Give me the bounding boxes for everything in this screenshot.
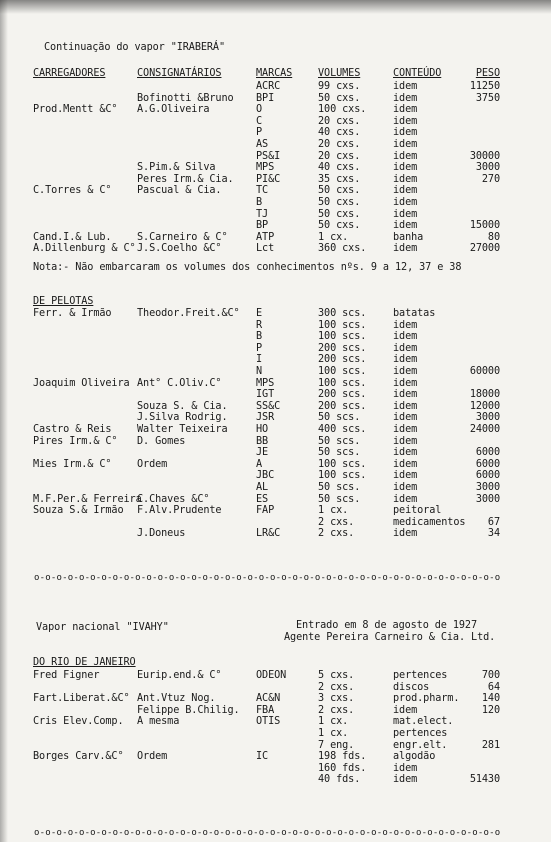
section2-weight: 34: [487, 528, 500, 540]
section1-weight: 270: [481, 173, 500, 185]
section1-consignee: A.G.Oliveira: [137, 104, 210, 116]
section1-mark: BP: [256, 220, 269, 232]
section2-volume: 50 scs.: [318, 447, 361, 459]
section1-mark: TJ: [256, 208, 269, 220]
section3-consignee: Eurip.end.& C°: [137, 670, 222, 681]
section2-volume: 50 scs.: [318, 412, 361, 424]
section3-content: mat.elect.: [393, 716, 454, 728]
vessel-name: Vapor nacional "IVAHY": [36, 622, 169, 633]
vessel-arrival: Entrado em 8 de agosto de 1927: [296, 620, 478, 631]
section1-consignee: Peres Irm.& Cia.: [137, 173, 234, 185]
section2-content: idem: [393, 482, 418, 493]
scan-shadow-top: [0, 0, 551, 14]
section3-mark: AC&N: [256, 693, 281, 705]
divider-bottom: o-o-o-o-o-o-o-o-o-o-o-o-o-o-o-o-o-o-o-o-o-o-o-o-o-o-o-o-o-o-o-o-o-o-o-o-o-o-o-o-o-o: [34, 828, 501, 838]
section3-content: pertences: [393, 670, 448, 681]
section2-weight: 6000: [475, 458, 500, 470]
section2-content: idem: [393, 400, 418, 412]
section2-mark: N: [256, 366, 263, 377]
section1-mark: PS&I: [256, 150, 281, 162]
header-content: CONTEÚDO: [393, 68, 442, 79]
section2-consignee: J.Doneus: [137, 528, 186, 540]
section2-volume: 300 scs.: [318, 308, 367, 319]
section2-content: idem: [393, 424, 418, 435]
section3-shipper: Fart.Liberat.&C°: [33, 693, 130, 705]
section1-volume: 50 cxs.: [318, 185, 361, 197]
section2-mark: A: [256, 458, 263, 470]
header-consignees: CONSIGNATÁRIOS: [137, 68, 222, 79]
section2-content: idem: [393, 389, 418, 401]
section3-content: idem: [393, 774, 418, 786]
section3-shipper: Borges Carv.&C°: [33, 751, 124, 763]
section3-volume: 3 cxs.: [318, 693, 355, 705]
section2-volume: 100 scs.: [318, 470, 367, 482]
section3-mark: FBA: [256, 704, 275, 716]
section3-volume: 198 fds.: [318, 751, 367, 763]
section2-content: idem: [393, 342, 418, 354]
section2-title: DE PELOTAS: [33, 296, 94, 307]
section1-content: idem: [393, 115, 418, 127]
section1-content: idem: [393, 150, 418, 162]
section3-title: DO RIO DE JANEIRO: [33, 657, 136, 668]
section2-volume: 2 cxs.: [318, 528, 355, 540]
section2-mark: JSR: [256, 412, 275, 424]
section2-consignee: Theodor.Freit.&C°: [137, 308, 240, 319]
section3-weight: 281: [481, 739, 500, 751]
section1-volume: 40 cxs.: [318, 162, 361, 174]
section2-weight: 3000: [475, 412, 500, 424]
section2-shipper: Castro & Reis: [33, 424, 112, 435]
section3-content: idem: [393, 762, 418, 774]
section1-weight: 15000: [469, 220, 500, 232]
section2-weight: 3000: [475, 482, 500, 493]
section3-volume: 160 fds.: [318, 762, 367, 774]
section1-content: idem: [393, 92, 418, 104]
section1-mark: MPS: [256, 162, 275, 174]
header-shippers: CARREGADORES: [33, 68, 106, 79]
section2-consignee: C.Chaves &C°: [137, 493, 210, 505]
section2-consignee: F.Alv.Prudente: [137, 505, 222, 517]
header-volumes: VOLUMES: [318, 68, 361, 79]
section2-shipper: M.F.Per.& Ferreira: [33, 493, 142, 505]
section1-title: Continuação do vapor "IRABERÁ": [44, 42, 226, 53]
section1-weight: 30000: [469, 150, 500, 162]
section1-content: idem: [393, 185, 418, 197]
section2-content: idem: [393, 354, 418, 366]
section1-volume: 20 cxs.: [318, 115, 361, 127]
section2-consignee: Walter Teixeira: [137, 424, 228, 435]
section2-volume: 2 cxs.: [318, 516, 355, 528]
section1-shipper: A.Dillenburg & C°: [33, 243, 136, 255]
section1-content: idem: [393, 104, 418, 116]
section2-mark: IGT: [256, 389, 275, 401]
section1-volume: 360 cxs.: [318, 243, 367, 255]
section2-volume: 1 cx.: [318, 505, 349, 517]
section2-weight: 6000: [475, 470, 500, 482]
section1-mark: ACRC: [256, 81, 281, 92]
section1-content: idem: [393, 197, 418, 208]
section2-content: medicamentos: [393, 516, 466, 528]
section2-volume: 400 scs.: [318, 424, 367, 435]
section1-weight: 80: [487, 231, 500, 243]
section2-weight: 18000: [469, 389, 500, 401]
section1-volume: 20 cxs.: [318, 139, 361, 150]
section2-volume: 50 scs.: [318, 435, 361, 447]
section3-consignee: Felippe B.Chilig.: [137, 704, 240, 716]
section1-weight: 3000: [475, 162, 500, 174]
section1-volume: 50 cxs.: [318, 197, 361, 208]
section3-content: algodão: [393, 751, 436, 763]
section2-mark: FAP: [256, 505, 275, 517]
section1-volume: 50 cxs.: [318, 208, 361, 220]
section3-mark: IC: [256, 751, 269, 763]
section1-weight: 27000: [469, 243, 500, 255]
section3-volume: 1 cx.: [318, 716, 349, 728]
section3-weight: 140: [481, 693, 500, 705]
section2-shipper: Souza S.& Irmão: [33, 505, 124, 517]
section2-shipper: Pires Irm.& C°: [33, 435, 118, 447]
section2-volume: 50 scs.: [318, 493, 361, 505]
section3-weight: 64: [487, 681, 500, 693]
section2-weight: 6000: [475, 447, 500, 459]
section2-content: idem: [393, 377, 418, 389]
section2-consignee: D. Gomes: [137, 435, 186, 447]
divider-top: o-o-o-o-o-o-o-o-o-o-o-o-o-o-o-o-o-o-o-o-o-o-o-o-o-o-o-o-o-o-o-o-o-o-o-o-o-o-o-o-o-o: [34, 573, 501, 583]
section2-mark: E: [256, 308, 263, 319]
section2-volume: 100 scs.: [318, 366, 367, 377]
section2-content: idem: [393, 493, 418, 505]
section1-consignee: Bofinotti &Bruno: [137, 92, 234, 104]
section2-mark: B: [256, 331, 263, 343]
section2-mark: P: [256, 342, 263, 354]
section2-volume: 50 scs.: [318, 482, 361, 493]
header-weight: PESO: [475, 68, 500, 79]
section3-volume: 2 cxs.: [318, 704, 355, 716]
section2-mark: LR&C: [256, 528, 281, 540]
section3-consignee: A mesma: [137, 716, 180, 728]
section1-consignee: Pascual & Cia.: [137, 185, 222, 197]
section3-weight: 120: [481, 704, 500, 716]
section1-volume: 50 cxs.: [318, 92, 361, 104]
section1-volume: 35 cxs.: [318, 173, 361, 185]
section1-mark: O: [256, 104, 263, 116]
section1-content: idem: [393, 127, 418, 139]
section1-mark: P: [256, 127, 263, 139]
section2-weight: 60000: [469, 366, 500, 377]
section3-shipper: Cris Elev.Comp.: [33, 716, 124, 728]
section3-shipper: Fred Figner: [33, 670, 100, 681]
section2-volume: 100 scs.: [318, 377, 367, 389]
section1-mark: Lct: [256, 243, 275, 255]
section3-content: prod.pharm.: [393, 693, 460, 705]
section2-weight: 3000: [475, 493, 500, 505]
section1-content: banha: [393, 231, 424, 243]
scan-shadow-left: [0, 0, 8, 842]
section2-mark: MPS: [256, 377, 275, 389]
section1-note: Nota:- Não embarcaram os volumes dos conhecimentos nºs. 9 a 12, 37 e 38: [33, 262, 462, 273]
section1-content: idem: [393, 220, 418, 232]
section2-content: idem: [393, 470, 418, 482]
section1-content: idem: [393, 139, 418, 150]
section3-content: idem: [393, 704, 418, 716]
section1-shipper: Cand.I.& Lub.: [33, 231, 112, 243]
section2-content: idem: [393, 412, 418, 424]
section2-content: idem: [393, 458, 418, 470]
section2-content: idem: [393, 528, 418, 540]
section2-consignee: Ant° C.Oliv.C°: [137, 377, 222, 389]
section2-content: peitoral: [393, 505, 442, 517]
section1-volume: 40 cxs.: [318, 127, 361, 139]
section1-content: idem: [393, 81, 418, 92]
section1-volume: 99 cxs.: [318, 81, 361, 92]
section2-content: batatas: [393, 308, 436, 319]
section3-consignee: Ordem: [137, 751, 168, 763]
section2-volume: 200 scs.: [318, 354, 367, 366]
section2-content: idem: [393, 366, 418, 377]
section2-mark: I: [256, 354, 263, 366]
section3-volume: 2 cxs.: [318, 681, 355, 693]
section1-mark: BPI: [256, 92, 275, 104]
section2-weight: 12000: [469, 400, 500, 412]
section2-content: idem: [393, 435, 418, 447]
section2-shipper: Ferr. & Irmão: [33, 308, 112, 319]
section3-content: pertences: [393, 728, 448, 739]
section1-content: idem: [393, 173, 418, 185]
section3-content: engr.elt.: [393, 739, 448, 751]
section2-content: idem: [393, 319, 418, 331]
section1-volume: 1 cx.: [318, 231, 349, 243]
section2-volume: 100 scs.: [318, 319, 367, 331]
section2-weight: 67: [487, 516, 500, 528]
section2-volume: 100 scs.: [318, 458, 367, 470]
section3-volume: 5 cxs.: [318, 670, 355, 681]
section2-mark: JBC: [256, 470, 275, 482]
section2-volume: 200 scs.: [318, 400, 367, 412]
section1-weight: 3750: [475, 92, 500, 104]
section2-mark: SS&C: [256, 400, 281, 412]
section1-shipper: C.Torres & C°: [33, 185, 112, 197]
section1-weight: 11250: [469, 81, 500, 92]
section2-weight: 24000: [469, 424, 500, 435]
section3-weight: 51430: [469, 774, 500, 786]
section1-mark: C: [256, 115, 263, 127]
section2-shipper: Joaquim Oliveira: [33, 377, 130, 389]
section1-volume: 20 cxs.: [318, 150, 361, 162]
section1-mark: TC: [256, 185, 269, 197]
section2-volume: 100 scs.: [318, 331, 367, 343]
section1-content: idem: [393, 208, 418, 220]
section2-mark: AL: [256, 482, 269, 493]
section2-volume: 200 scs.: [318, 389, 367, 401]
section2-mark: HO: [256, 424, 269, 435]
section2-mark: R: [256, 319, 263, 331]
section1-mark: B: [256, 197, 263, 208]
section2-mark: JE: [256, 447, 269, 459]
section1-volume: 50 cxs.: [318, 220, 361, 232]
section3-volume: 7 eng.: [318, 739, 355, 751]
section1-content: idem: [393, 162, 418, 174]
section2-mark: BB: [256, 435, 269, 447]
section1-shipper: Prod.Mentt &C°: [33, 104, 118, 116]
section1-mark: AS: [256, 139, 269, 150]
section3-consignee: Ant.Vtuz Nog.: [137, 693, 216, 705]
header-marks: MARCAS: [256, 68, 293, 79]
section3-mark: OTIS: [256, 716, 281, 728]
section3-volume: 1 cx.: [318, 728, 349, 739]
section1-consignee: S.Pim.& Silva: [137, 162, 216, 174]
section2-volume: 200 scs.: [318, 342, 367, 354]
section2-content: idem: [393, 331, 418, 343]
section3-content: discos: [393, 681, 430, 693]
vessel-agent: Agente Pereira Carneiro & Cia. Ltd.: [284, 632, 496, 643]
section2-consignee: Souza S. & Cia.: [137, 400, 228, 412]
section3-volume: 40 fds.: [318, 774, 361, 786]
section3-weight: 700: [481, 670, 500, 681]
section3-mark: ODEON: [256, 670, 287, 681]
section2-consignee: Ordem: [137, 458, 168, 470]
section2-consignee: J.Silva Rodrig.: [137, 412, 228, 424]
section2-mark: ES: [256, 493, 269, 505]
section2-content: idem: [393, 447, 418, 459]
section1-mark: ATP: [256, 231, 275, 243]
section1-consignee: J.S.Coelho &C°: [137, 243, 222, 255]
section1-consignee: S.Carneiro & C°: [137, 231, 228, 243]
section2-shipper: Mies Irm.& C°: [33, 458, 112, 470]
section1-mark: PI&C: [256, 173, 281, 185]
section1-content: idem: [393, 243, 418, 255]
section1-volume: 100 cxs.: [318, 104, 367, 116]
